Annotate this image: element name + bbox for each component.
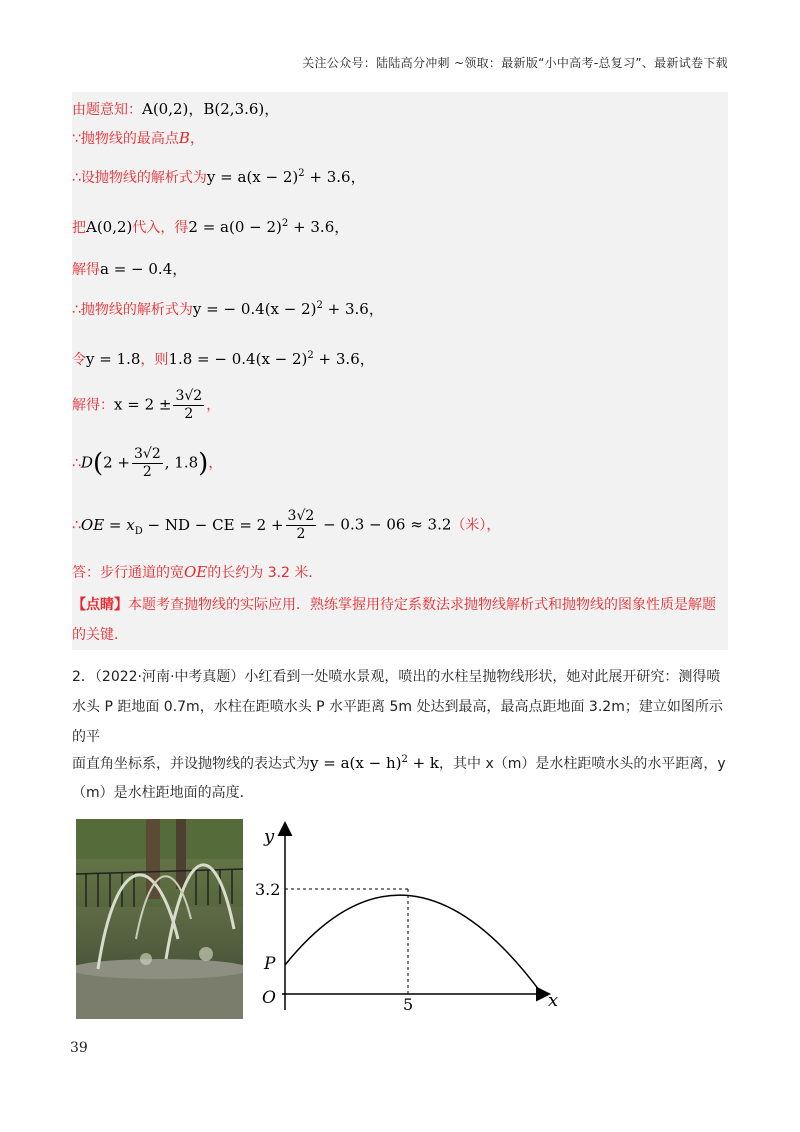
problem-formula-tail: + k — [407, 754, 440, 772]
exponent: 2 — [298, 168, 305, 179]
oe-mid: − ND − CE = 2 + — [142, 515, 284, 534]
solve-text: 解得 — [72, 262, 100, 278]
origin-label: O — [262, 988, 276, 1008]
solution-line-1 — [72, 98, 279, 119]
p-label: P — [264, 954, 276, 974]
solution-line-11 — [72, 562, 322, 582]
equation-tail: + 3.6， — [313, 350, 375, 368]
answer-var: OE — [184, 563, 208, 581]
page-number: 39 — [70, 1040, 88, 1056]
fraction — [286, 508, 317, 543]
punct: ， — [189, 131, 204, 147]
fraction-denominator: 2 — [142, 464, 152, 480]
punct: ， — [206, 397, 221, 414]
parabola-graph — [252, 818, 572, 1018]
x-label: x — [548, 990, 559, 1011]
answer-text: 答：步行通道的宽 — [72, 565, 184, 581]
solution-line-5 — [72, 258, 187, 279]
exponent: 2 — [316, 300, 323, 311]
substitute-text: 把 — [72, 220, 86, 236]
exponent: 2 — [401, 754, 408, 765]
unit: （米）， — [451, 517, 501, 534]
fraction — [173, 388, 204, 423]
solution-block — [72, 92, 728, 650]
problem-line-4: （m）是水柱距地面的高度． — [72, 785, 254, 801]
let-text: 令 — [72, 352, 86, 368]
therefore-symbol: ∴ — [72, 455, 81, 472]
setup-text: ∴设抛物线的解析式为 — [72, 170, 207, 186]
oe-tail: − 0.3 − 06 ≈ 3.2 — [318, 515, 452, 534]
exponent: 2 — [307, 350, 314, 361]
vertex-var: B — [178, 129, 190, 147]
solution-line-13 — [72, 624, 128, 644]
solution-line-6 — [72, 298, 384, 319]
problem-text-b: ，其中 x（m）是水柱距喷水头的水平距离，y — [439, 756, 726, 772]
fraction — [132, 446, 163, 481]
solve-x-formula: x = 2 ± — [114, 395, 172, 414]
solution-line-10 — [72, 508, 500, 543]
vertex-text: ∵抛物线的最高点 — [72, 131, 179, 147]
fraction-numerator: 3√2 — [287, 508, 315, 524]
given-text: 由题意知： — [72, 102, 142, 118]
solution-line-12 — [72, 594, 716, 614]
comment-tag: 【点睛】 — [72, 597, 128, 613]
comment-text: 本题考查抛物线的实际应用．熟练掌握用待定系数法求抛物线解析式和抛物线的图象性质是解题 — [128, 597, 716, 613]
solution-line-9: ∴D(2 + $\frac{3√2}{2}$ , 1.8)， — [72, 446, 223, 480]
problem-formula: y = a(x − h) — [310, 754, 402, 772]
y-tick-label: 3.2 — [255, 880, 281, 899]
fraction-denominator: 2 — [184, 406, 194, 422]
parabola-curve — [285, 895, 542, 994]
d-y: , 1.8 — [164, 453, 199, 472]
fraction-denominator: 2 — [296, 526, 306, 542]
solution-line-3 — [72, 166, 366, 187]
substitute-text-b: 代入，得 — [132, 220, 189, 236]
result-text: ∴抛物线的解析式为 — [72, 302, 193, 318]
solution-line-2 — [72, 128, 204, 148]
point-d: D — [80, 453, 93, 472]
setup-formula: y = a(x − 2) — [206, 168, 299, 186]
problem-line-1: 2．（2022·河南·中考真题）小红看到一处喷水景观，喷出的水柱呈抛物线形状，她对此展开研究：测得喷 — [72, 669, 721, 685]
x-tick-label: 5 — [403, 995, 414, 1014]
answer-text-b: 的长约为 3.2 米． — [207, 565, 323, 581]
problem-line-3 — [72, 745, 732, 779]
substitute-tail: + 3.6， — [288, 218, 350, 236]
page-header: 关注公众号：陆陆高分冲刺 ~领取：最新版“小中高考-总复习”、最新试卷下载 — [302, 56, 728, 70]
solve-x-text: 解得： — [72, 397, 114, 414]
given-points: A(0,2)，B(2,3.6)， — [142, 100, 280, 118]
then-text: ，则 — [140, 352, 169, 368]
problem-line-2: 水头 P 距地面 0.7m，水柱在距喷水头 P 水平距离 5m 处达到最高，最高点距地面 3.2m；建立如图所示的平 — [72, 699, 723, 745]
result-formula: y = − 0.4(x − 2) — [192, 300, 317, 318]
exponent: 2 — [281, 218, 289, 229]
substitute-point: A(0,2) — [86, 218, 133, 236]
solution-line-7 — [72, 348, 375, 369]
substitute-formula: 2 = a(0 − 2) — [188, 218, 282, 236]
let-value: y = 1.8 — [86, 350, 141, 368]
oe-formula: OE = x — [80, 515, 135, 534]
y-label: y — [264, 826, 275, 847]
result-tail: + 3.6， — [322, 300, 384, 318]
fountain-photo — [76, 819, 243, 1019]
fraction-numerator: 3√2 — [175, 388, 203, 404]
comment-text-end: 的关键． — [72, 627, 128, 643]
equation: 1.8 = − 0.4(x − 2) — [168, 350, 308, 368]
problem-text: 面直角坐标系，并设抛物线的表达式为 — [72, 756, 310, 772]
punct: ， — [208, 455, 223, 472]
fraction-numerator: 3√2 — [134, 446, 161, 462]
therefore-symbol: ∴ — [72, 517, 81, 534]
solve-value: a = − 0.4， — [100, 260, 188, 278]
setup-tail: + 3.6， — [304, 168, 366, 186]
d-x-prefix: 2 + — [103, 453, 130, 472]
solution-line-8 — [72, 388, 220, 423]
subscript-d: D — [134, 525, 143, 537]
solution-line-4 — [72, 216, 349, 237]
